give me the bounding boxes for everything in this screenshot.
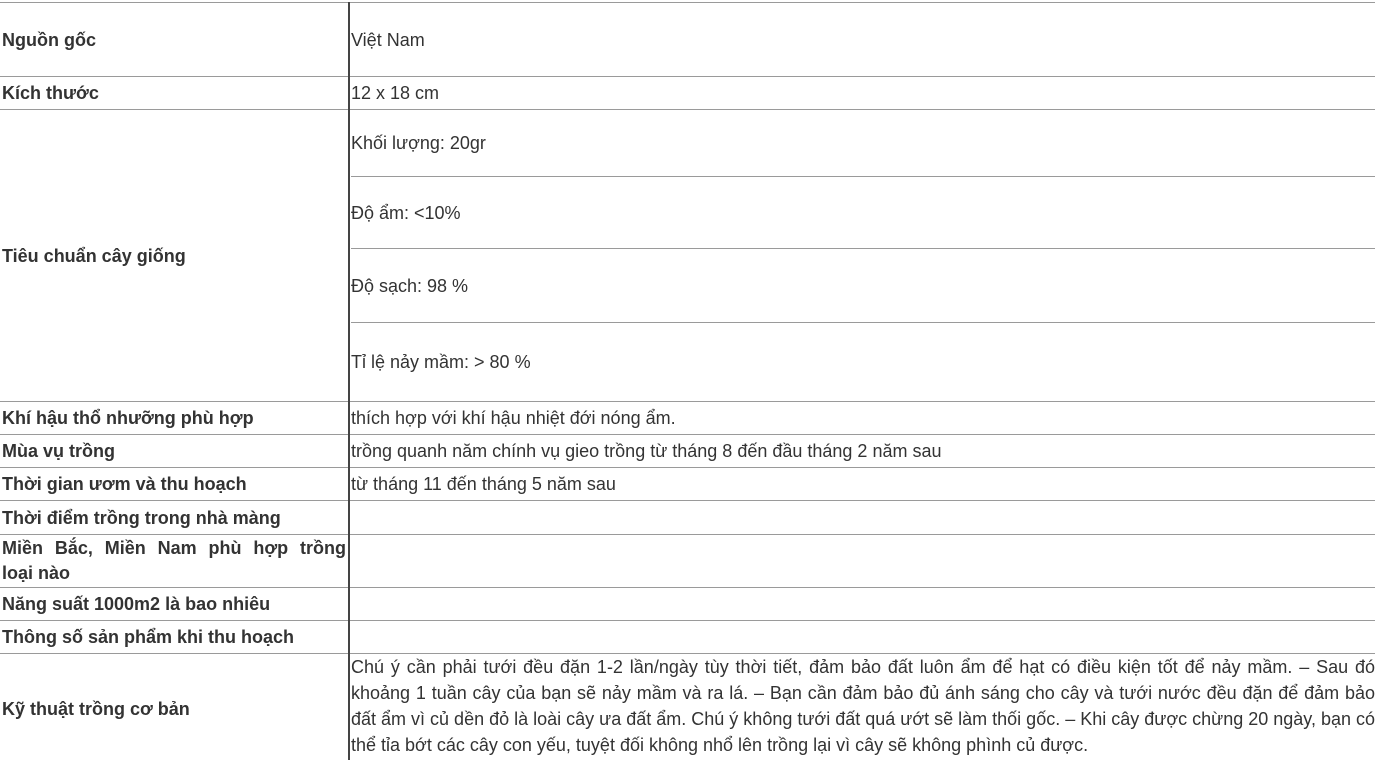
row-greenhouse-time	[0, 501, 1375, 535]
product-spec-table	[0, 2, 1375, 760]
row-size	[0, 77, 1375, 110]
label-harvest-specs: Thông số sản phẩm khi thu hoạch	[0, 621, 349, 654]
seed-standard-item	[351, 249, 1375, 323]
value-origin: Việt Nam	[349, 3, 1375, 77]
row-nursery-time	[0, 468, 1375, 501]
label-size: Kích thước	[0, 77, 349, 110]
value-technique	[349, 654, 1375, 760]
label-season: Mùa vụ trồng	[0, 435, 349, 468]
label-origin: Nguồn gốc	[0, 3, 349, 77]
label-technique: Kỹ thuật trồng cơ bản	[0, 654, 349, 760]
seed-standard-item	[351, 323, 1375, 401]
label-seed-standard: Tiêu chuẩn cây giống	[0, 110, 349, 402]
seed-germination: Tỉ lệ nảy mầm: > 80 %	[351, 352, 531, 372]
row-origin	[0, 3, 1375, 77]
seed-standard-list	[351, 110, 1375, 401]
value-seed-standard	[349, 110, 1375, 402]
label-regions-line2: loại nào	[2, 563, 71, 583]
seed-moisture: Độ ẩm: <10%	[351, 202, 461, 223]
seed-purity: Độ sạch: 98 %	[351, 275, 469, 296]
label-greenhouse-time: Thời điểm trồng trong nhà màng	[0, 501, 349, 535]
value-season: trồng quanh năm chính vụ gieo trồng từ tháng 8 đến đầu tháng 2 năm sau	[349, 435, 1375, 468]
value-yield	[349, 588, 1375, 621]
label-regions	[0, 535, 349, 588]
row-seed-standard	[0, 110, 1375, 402]
value-climate: thích hợp với khí hậu nhiệt đới nóng ẩm.	[349, 402, 1375, 435]
row-technique	[0, 654, 1375, 760]
row-harvest-specs	[0, 621, 1375, 654]
value-nursery-time: từ tháng 11 đến tháng 5 năm sau	[349, 468, 1375, 501]
value-harvest-specs	[349, 621, 1375, 654]
seed-standard-item	[351, 177, 1375, 249]
value-size: 12 x 18 cm	[349, 77, 1375, 110]
row-climate	[0, 402, 1375, 435]
label-yield: Năng suất 1000m2 là bao nhiêu	[0, 588, 349, 621]
label-regions-line1: Miền Bắc, Miền Nam phù hợp trồng	[2, 538, 346, 558]
seed-standard-item	[351, 110, 1375, 177]
label-climate: Khí hậu thổ nhưỡng phù hợp	[0, 402, 349, 435]
technique-text: Chú ý cần phải tưới đều đặn 1-2 lần/ngày tùy thời tiết, đảm bảo đất luôn ẩm để hạt có điều kiện tốt để nảy mầm. – Sau đó khoảng 1 tuần cây của bạn sẽ nảy mầm và ra lá. – Bạn cần đảm bảo đủ ánh sáng cho cây và tưới nước đều đặn để đảm bảo đất ẩm vì củ dền đỏ là loài cây ưa đất ẩm. Chú ý không tưới đất quá ướt sẽ làm thối gốc. – Khi cây được chừng 20 ngày, bạn có thể tỉa bớt các cây con yếu, tuyệt đối không nhổ lên trồng lại vì cây sẽ không phình củ được.	[351, 657, 1375, 755]
row-regions	[0, 535, 1375, 588]
value-greenhouse-time	[349, 501, 1375, 535]
label-nursery-time: Thời gian ươm và thu hoạch	[0, 468, 349, 501]
value-regions	[349, 535, 1375, 588]
row-season	[0, 435, 1375, 468]
row-yield	[0, 588, 1375, 621]
seed-weight: Khối lượng: 20gr	[351, 133, 486, 153]
